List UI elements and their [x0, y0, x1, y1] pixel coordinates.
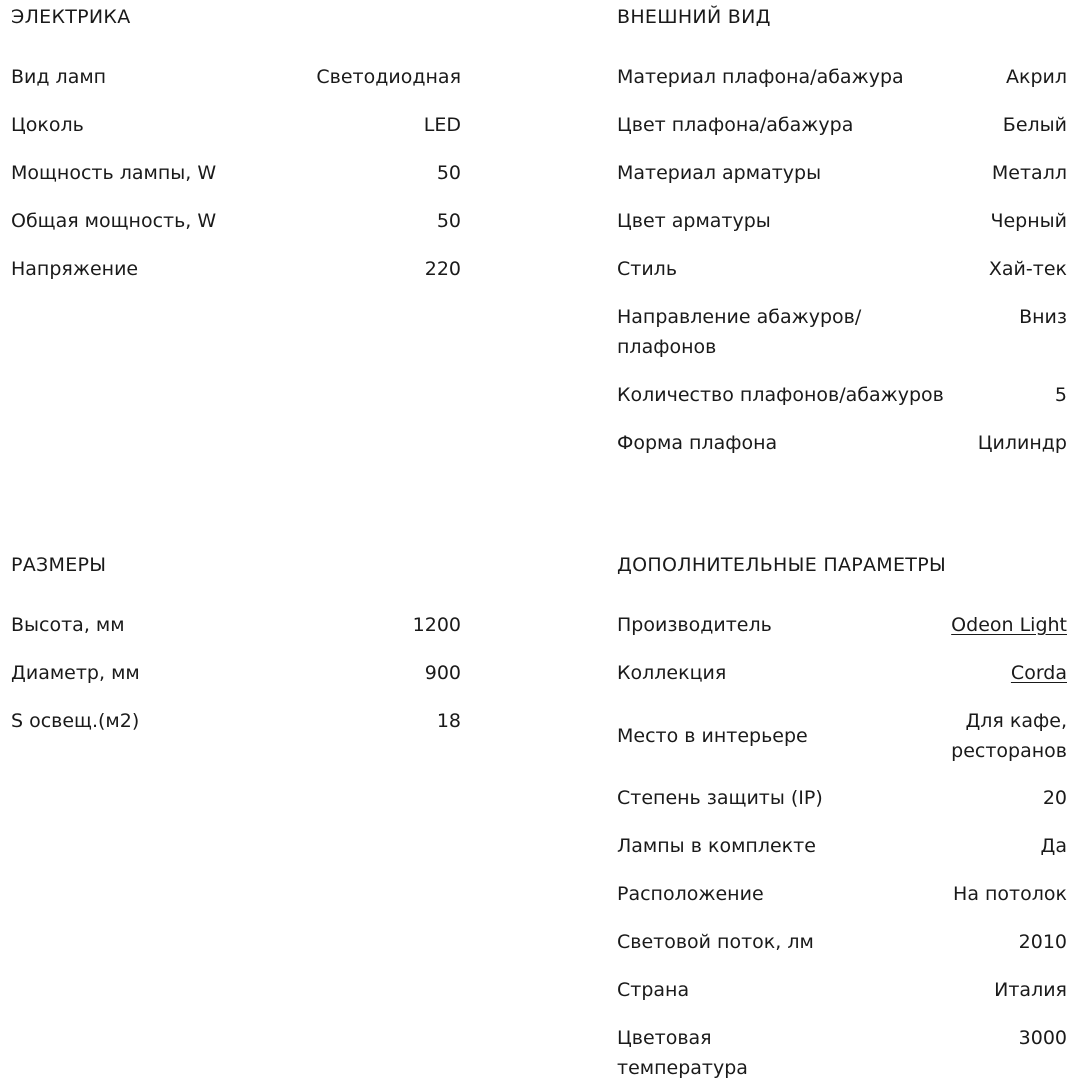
- spec-label: Цоколь: [11, 114, 84, 136]
- spec-value: 18: [436, 710, 461, 732]
- additional-section: [617, 548, 1067, 1089]
- spec-value: 20: [1042, 787, 1067, 809]
- spec-row-luminous-flux: [617, 927, 1067, 957]
- spec-value: На потолок: [953, 883, 1067, 905]
- spec-value: 3000: [1018, 1027, 1067, 1049]
- spec-row-interior-place: [617, 706, 1067, 766]
- spec-label: Мощность лампы, W: [11, 162, 217, 184]
- spec-row-shade-shape: [617, 428, 1067, 458]
- spec-label: Общая мощность, W: [11, 210, 217, 232]
- section-title-appearance: ВНЕШНИЙ ВИД: [617, 6, 771, 28]
- spec-row-socket: [11, 110, 461, 140]
- section-title-additional: ДОПОЛНИТЕЛЬНЫЕ ПАРАМЕТРЫ: [617, 554, 947, 576]
- spec-label: Форма плафона: [617, 432, 778, 454]
- spec-row-voltage: [11, 254, 461, 284]
- spec-value: 5: [1054, 384, 1067, 406]
- spec-label: S освещ.(м2): [11, 710, 140, 732]
- spec-value: Да: [1040, 835, 1067, 857]
- spec-value: Цилиндр: [977, 432, 1067, 454]
- spec-label: Направление абажуров/ плафонов: [617, 306, 862, 358]
- spec-value: Италия: [994, 979, 1067, 1001]
- electrics-section: [11, 0, 461, 300]
- spec-row-lamps-included: [617, 831, 1067, 861]
- spec-value: 2010: [1018, 931, 1067, 953]
- spec-label: Цвет арматуры: [617, 210, 771, 232]
- spec-row-color-temperature: [617, 1023, 1067, 1083]
- spec-label: Цвет плафона/абажура: [617, 114, 854, 136]
- spec-label: Место в интерьере: [617, 725, 808, 747]
- collection-link[interactable]: Corda: [1010, 662, 1067, 684]
- spec-value: Вниз: [1019, 306, 1067, 328]
- spec-row-shade-direction: [617, 302, 1067, 362]
- spec-row-light-area: [11, 706, 461, 736]
- spec-row-diameter: [11, 658, 461, 688]
- spec-row-frame-color: [617, 206, 1067, 236]
- spec-value: 900: [424, 662, 461, 684]
- spec-value: Для кафе, ресторанов: [951, 710, 1067, 762]
- spec-value: 1200: [412, 614, 461, 636]
- spec-label: Напряжение: [11, 258, 139, 280]
- spec-value: 50: [436, 210, 461, 232]
- spec-row-shade-material: [617, 62, 1067, 92]
- spec-value: LED: [423, 114, 461, 136]
- spec-label: Производитель: [617, 614, 772, 636]
- spec-value: Хай-тек: [988, 258, 1067, 280]
- section-title-sizes: РАЗМЕРЫ: [11, 554, 107, 576]
- spec-row-style: [617, 254, 1067, 284]
- spec-value: Белый: [1002, 114, 1067, 136]
- spec-row-placement: [617, 879, 1067, 909]
- spec-label: Расположение: [617, 883, 764, 905]
- appearance-section: [617, 0, 1067, 470]
- spec-label: Вид ламп: [11, 66, 107, 88]
- spec-label: Страна: [617, 979, 690, 1001]
- spec-value: Светодиодная: [316, 66, 461, 88]
- spec-label: Высота, мм: [11, 614, 125, 636]
- spec-row-ip-rating: [617, 783, 1067, 813]
- spec-row-country: [617, 975, 1067, 1005]
- spec-row-lamp-power: [11, 158, 461, 188]
- spec-label: Лампы в комплекте: [617, 835, 816, 857]
- section-title-electrics: ЭЛЕКТРИКА: [11, 6, 131, 28]
- spec-row-lamp-type: [11, 62, 461, 92]
- spec-value: 50: [436, 162, 461, 184]
- spec-row-manufacturer: [617, 610, 1067, 640]
- spec-row-collection: [617, 658, 1067, 688]
- spec-value: Акрил: [1005, 66, 1067, 88]
- spec-value: 220: [424, 258, 461, 280]
- spec-row-height: [11, 610, 461, 640]
- spec-value: Черный: [990, 210, 1067, 232]
- spec-label: Степень защиты (IP): [617, 787, 823, 809]
- spec-label: Стиль: [617, 258, 678, 280]
- spec-row-total-power: [11, 206, 461, 236]
- spec-row-shade-count: [617, 380, 1067, 410]
- spec-label: Диаметр, мм: [11, 662, 140, 684]
- spec-label: Количество плафонов/абажуров: [617, 384, 944, 406]
- spec-row-frame-material: [617, 158, 1067, 188]
- spec-label: Коллекция: [617, 662, 727, 684]
- spec-label: Материал плафона/абажура: [617, 66, 904, 88]
- spec-row-shade-color: [617, 110, 1067, 140]
- manufacturer-link[interactable]: Odeon Light: [951, 614, 1067, 636]
- spec-value: Металл: [991, 162, 1067, 184]
- sizes-section: [11, 548, 461, 748]
- spec-label: Цветовая температура: [617, 1027, 748, 1079]
- spec-label: Материал арматуры: [617, 162, 822, 184]
- spec-label: Световой поток, лм: [617, 931, 814, 953]
